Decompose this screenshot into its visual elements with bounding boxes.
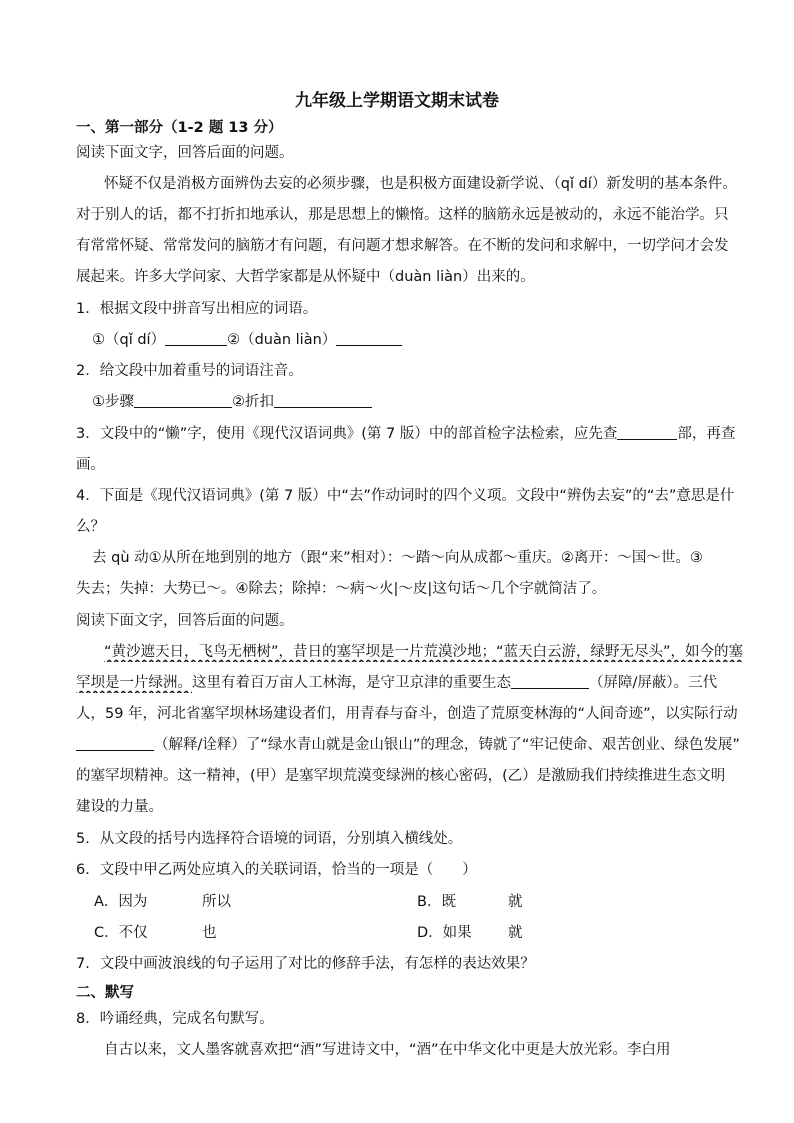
option-d-letter[interactable]: D．如果 [417, 925, 472, 941]
passage2-line-4 [76, 735, 748, 755]
reading-instruction-1: 阅读下面文字，回答后面的问题。 [76, 145, 294, 161]
question-1-items [92, 330, 748, 350]
question-8-text: 自古以来，文人墨客就喜欢把“酒”写进诗文中，“酒”在中华文化中更是大放光彩。李白用 [104, 1042, 671, 1058]
option-b-word: 就 [508, 894, 523, 910]
option-d-word: 就 [508, 925, 523, 941]
question-8: 8．吟诵经典，完成名句默写。 [76, 1011, 274, 1027]
q1-item-1-label: ①（qǐ dí） [92, 332, 166, 348]
q1-item-2-label: ②（duàn liàn） [227, 332, 337, 348]
q3-answer-blank[interactable] [617, 424, 677, 440]
question-4: 4．下面是《现代汉语词典》(第 7 版）中“去”作动词时的四个义项。文段中“辨伪去妄”的“去”意思是什 [76, 488, 735, 504]
passage2-line-2-text: 这里有着百万亩人工林海，是守卫京津的重要生态 [192, 675, 511, 691]
page-title: 九年级上学期语文期末试卷 [295, 91, 499, 111]
wavy-sentence-part-2: 罕坝是一片绿洲。 [76, 675, 192, 691]
part1-heading: 一、第一部分（1-2 题 13 分） [76, 120, 283, 136]
q2-item-2-label: ②折扣 [232, 394, 274, 410]
question-5: 5．从文段的括号内选择符合语境的词语，分别填入横线处。 [76, 831, 463, 847]
q3-text-b: 部，再查 [677, 426, 736, 442]
q2-answer-blank-2[interactable] [274, 392, 372, 408]
part2-heading: 二、默写 [76, 985, 134, 1001]
wavy-sentence-part-1: “黄沙遮天日，飞鸟无栖树”，昔日的塞罕坝是一片荒漠沙地；“蓝天白云游，绿野无尽头”，如今的塞 [104, 644, 744, 660]
passage2-line-1 [104, 642, 748, 662]
q2-answer-blank-1[interactable] [134, 392, 232, 408]
option-c-letter[interactable]: C．不仅 [94, 925, 148, 941]
passage2-line-4-text: （解释/诠释）了“绿水青山就是金山银山”的理念，铸就了“牢记使命、艰苦创业、绿色发展” [154, 737, 740, 753]
q1-answer-blank-1[interactable] [165, 330, 227, 346]
question-4-cont: 么？ [76, 519, 105, 535]
passage2-line-2 [76, 673, 748, 693]
passage2-blank-1[interactable] [511, 673, 589, 689]
passage2-line-3: 人，59 年，河北省塞罕坝林场建设者们，用青春与奋斗，创造了荒原变林海的“人间奇迹”，以实际行动 [76, 706, 738, 722]
passage2-line-5: 的塞罕坝精神。这一精神，(甲）是塞罕坝荒漠变绿洲的核心密码，(乙）是激励我们持续推进生态文明 [76, 768, 726, 784]
option-a-word: 所以 [202, 894, 231, 910]
question-2: 2．给文段中加着重号的词语注音。 [76, 363, 303, 379]
passage2-line-6: 建设的力量。 [76, 799, 163, 815]
q1-answer-blank-2[interactable] [336, 330, 402, 346]
question-2-items [92, 392, 748, 412]
passage1-line-4: 展起来。许多大学问家、大哲学家都是从怀疑中（duàn liàn）出来的。 [76, 269, 535, 285]
q4-definition-2: 失去；失掉：大势已～。④除去；除掉：～病～火|～皮|这句话～几个字就简洁了。 [76, 581, 607, 597]
question-3 [76, 424, 748, 444]
option-c-word: 也 [202, 925, 217, 941]
passage1-line-2: 对于别人的话，都不打折扣地承认，那是思想上的懒惰。这样的脑筋永远是被动的，永远不能治学。只 [76, 207, 729, 223]
q3-text-a: 3．文段中的“懒”字，使用《现代汉语词典》(第 7 版）中的部首检字法检索，应先查 [76, 426, 618, 442]
question-3-cont: 画。 [76, 457, 105, 473]
passage1-line-1: 怀疑不仅是消极方面辨伪去妄的必须步骤，也是积极方面建设新学说、（qǐ dí）新发明的基本条件。 [104, 176, 737, 192]
question-1: 1．根据文段中拼音写出相应的词语。 [76, 301, 318, 317]
passage1-line-3: 有常常怀疑、常常发问的脑筋才有问题，有问题才想求解答。在不断的发问和求解中，一切学问才会发 [76, 238, 729, 254]
q2-item-1-label: ①步骤 [92, 394, 134, 410]
question-6: 6．文段中甲乙两处应填入的关联词语，恰当的一项是（ ） [76, 862, 477, 878]
passage2-choice-1: （屏障/屏蔽）。三代 [589, 675, 718, 691]
option-b-letter[interactable]: B．既 [417, 894, 456, 910]
reading-instruction-2: 阅读下面文字，回答后面的问题。 [76, 613, 294, 629]
question-7: 7．文段中画波浪线的句子运用了对比的修辞手法，有怎样的表达效果？ [76, 956, 535, 972]
option-a-letter[interactable]: A．因为 [94, 894, 148, 910]
q4-definition-1: 去 qù 动①从所在地到别的地方（跟“来”相对）：～踏～向从成都～重庆。②离开：～国～世。③ [92, 550, 703, 566]
passage2-blank-2[interactable] [76, 735, 154, 751]
